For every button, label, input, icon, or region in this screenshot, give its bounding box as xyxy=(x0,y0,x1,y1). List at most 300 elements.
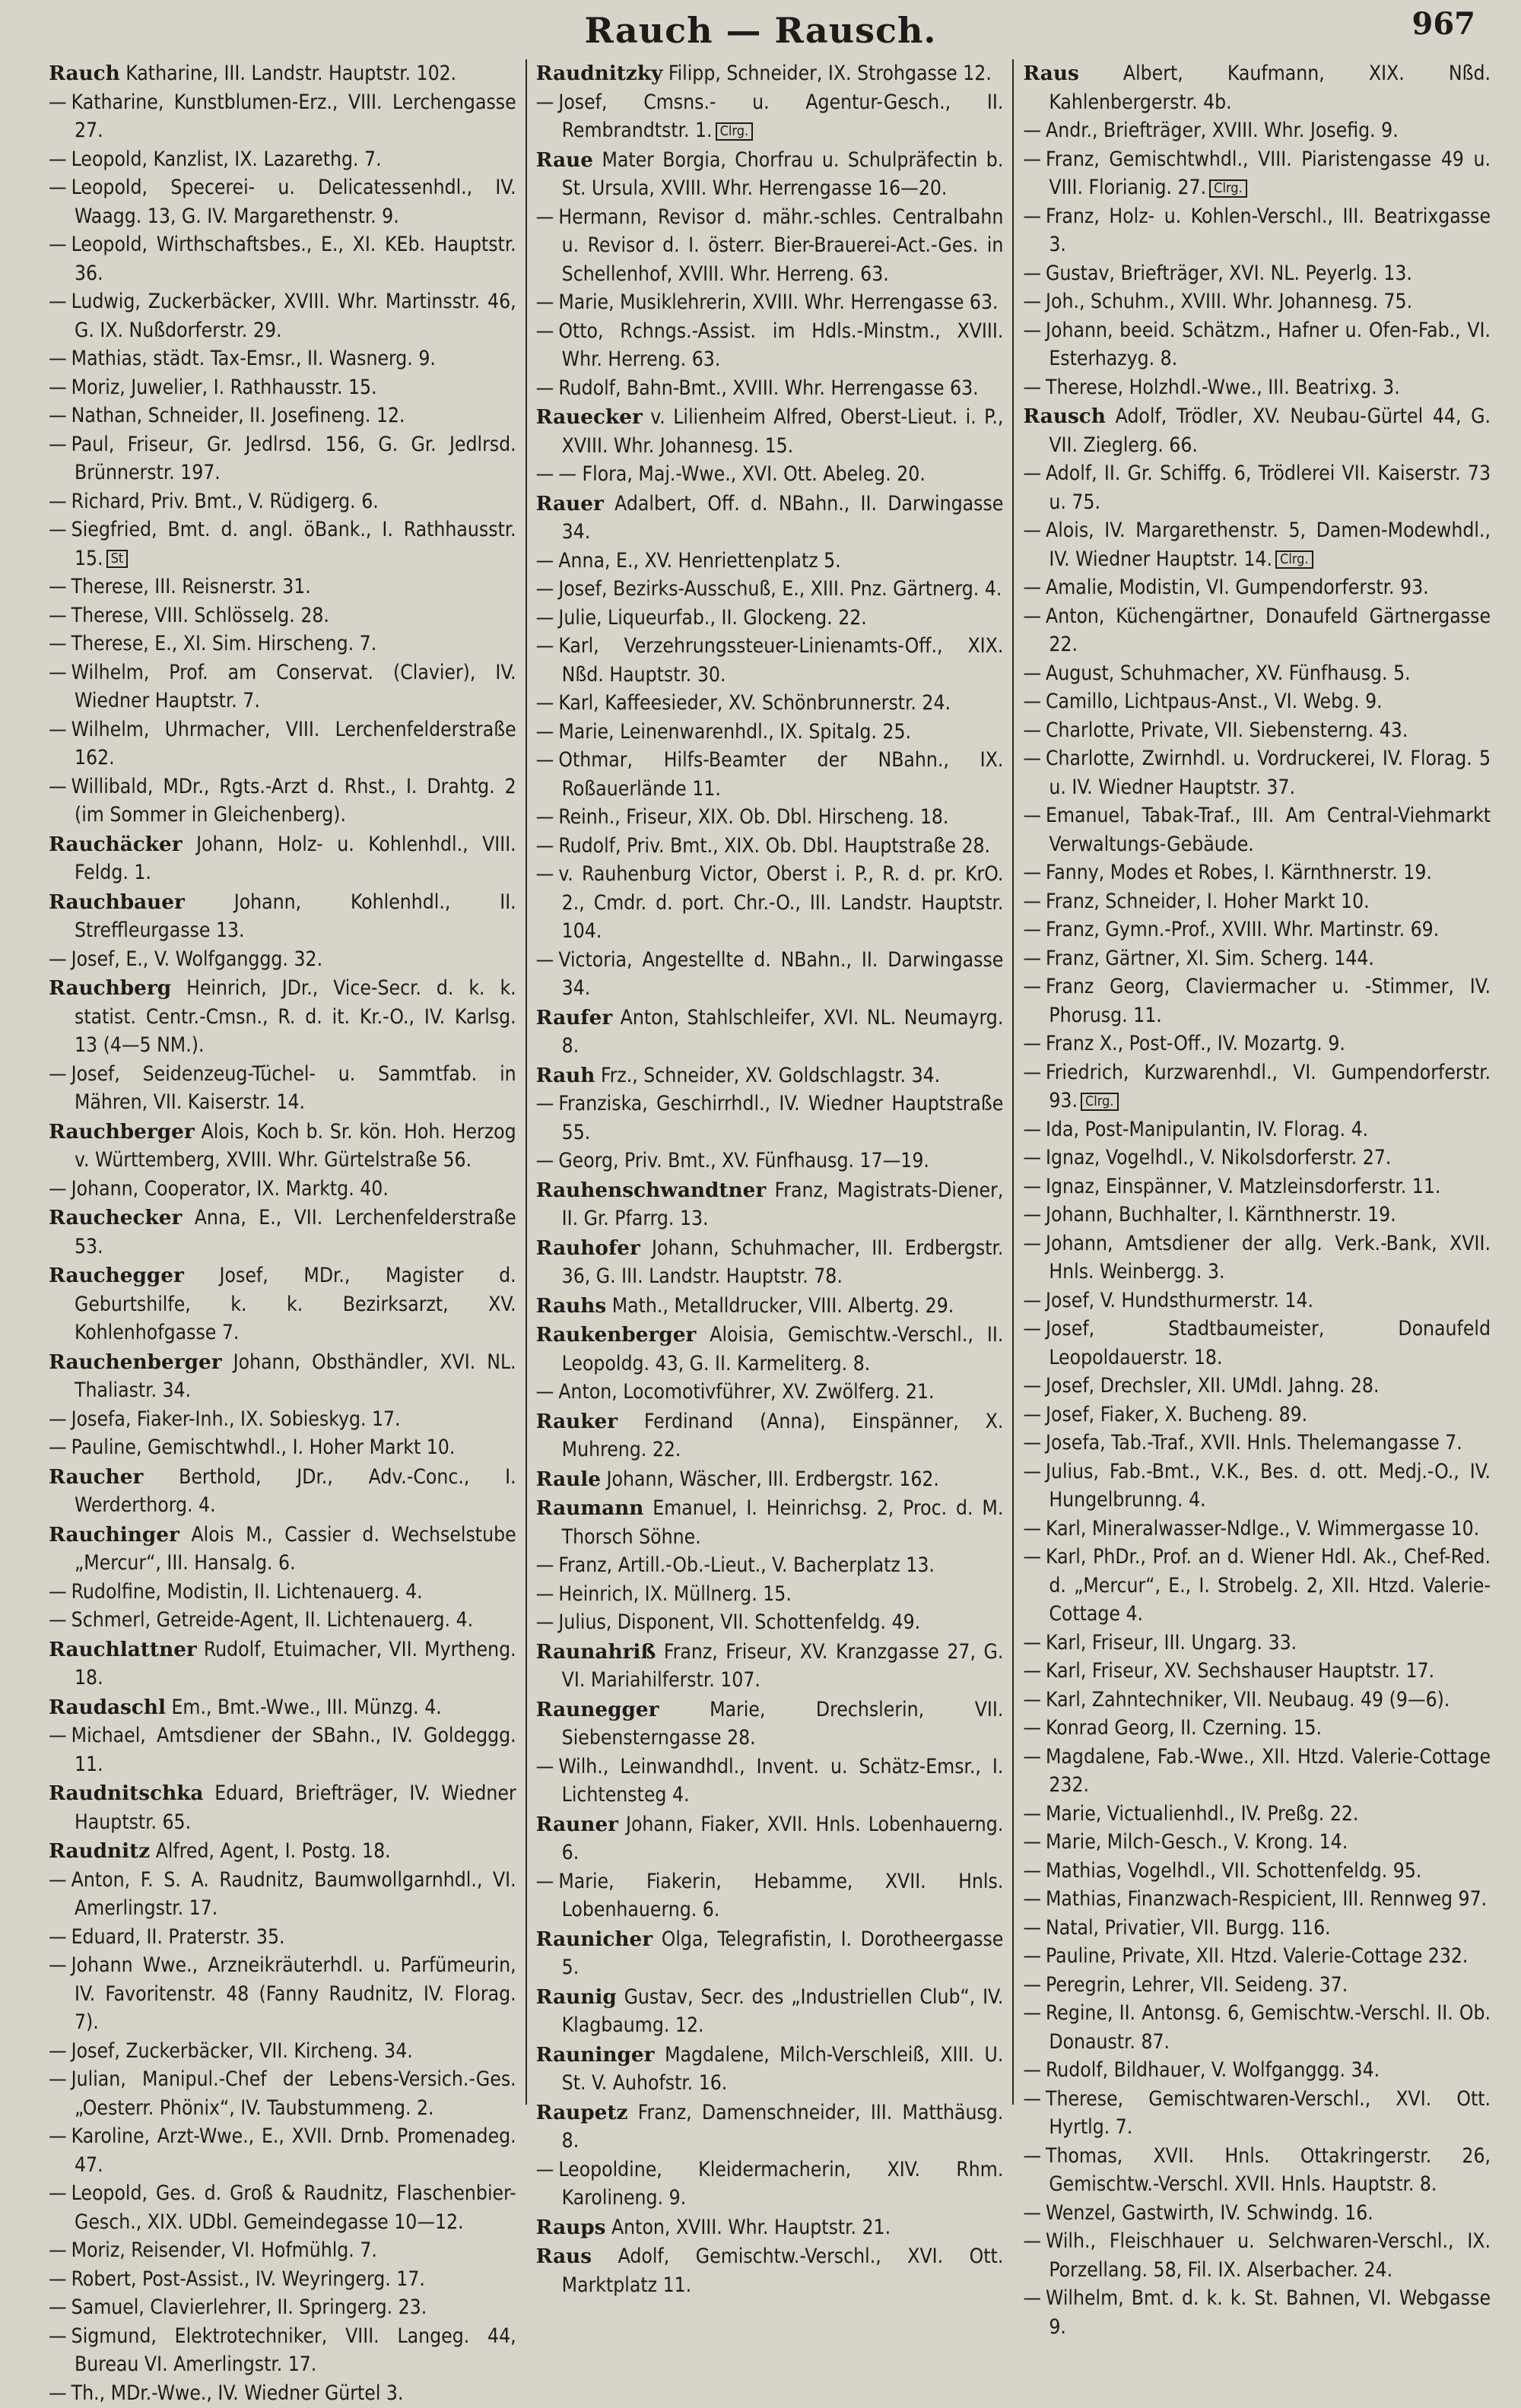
entry-text: Camillo, Lichtpaus-Anst., VI. Webg. 9. xyxy=(1046,690,1383,713)
entry-text: Mathias, Vogelhdl., VII. Schottenfeldg. 95. xyxy=(1046,1860,1421,1883)
entry-surname: Raudnitzky xyxy=(536,62,663,85)
entry-surname: Rauchäcker xyxy=(49,833,183,856)
directory-entry xyxy=(536,947,1004,1004)
entry-text: Johann, Cooperator, IX. Marktg. 40. xyxy=(71,1178,389,1201)
entry-text: Olga, Telegrafistin, I. Dorotheergasse 5. xyxy=(562,1928,1004,1980)
directory-entry xyxy=(536,1609,1004,1638)
ditto-dash: — xyxy=(1023,1175,1041,1198)
entry-text: Julius, Disponent, VII. Schottenfeldg. 49. xyxy=(558,1611,920,1634)
directory-entry xyxy=(49,1837,516,1867)
entry-text: Alois M., Cassier d. Wechselstube „Mercur“, III. Hansalg. 6. xyxy=(75,1524,516,1575)
entry-text: Franz, Schneider, I. Hoher Markt 10. xyxy=(1046,890,1370,913)
entry-text: Konrad Georg, II. Czerning. 15. xyxy=(1046,1717,1322,1740)
directory-entry xyxy=(49,1607,516,1635)
directory-entry xyxy=(1023,1743,1491,1800)
entry-text: Johann, Kohlenhdl., II. Streffleurgasse 13. xyxy=(75,891,516,943)
entry-text: Marie, Musiklehrerin, XVIII. Whr. Herrengasse 63. xyxy=(558,291,998,314)
entry-text: Wilhelm, Bmt. d. k. k. St. Bahnen, VI. Webgasse 9. xyxy=(1046,2287,1491,2339)
ditto-dash: — xyxy=(49,1609,67,1632)
entry-text: Josef, Bezirks-Ausschuß, E., XIII. Pnz. Gärtnerg. 4. xyxy=(558,578,1002,601)
ditto-dash: — xyxy=(1023,1518,1041,1540)
directory-entry xyxy=(1023,1658,1491,1686)
directory-entry xyxy=(536,289,1004,318)
entry-text: Mater Borgia, Chorfrau u. Schulpräfectin b. St. Ursula, XVIII. Whr. Herrengasse 16—20. xyxy=(562,149,1004,201)
directory-entry xyxy=(1023,888,1491,917)
directory-entry xyxy=(1023,1201,1491,1230)
ditto-dash: — xyxy=(49,948,67,971)
directory-entry xyxy=(536,59,1004,89)
entry-text: Josef, Cmsns.- u. Agentur-Gesch., II. Rembrandtstr. 1. xyxy=(558,91,1003,143)
directory-entry xyxy=(536,146,1004,204)
entry-text: Franz, Gymn.-Prof., XVIII. Whr. Martinstr. 69. xyxy=(1046,918,1439,941)
ditto-dash: — xyxy=(1023,662,1041,685)
ditto-dash: — xyxy=(49,604,67,627)
entry-text: Rudolf, Bahn-Bmt., XVIII. Whr. Herrengasse 63. xyxy=(558,377,978,400)
entry-text: Therese, Gemischtwaren-Verschl., XVI. Ott. Hyrtlg. 7. xyxy=(1046,2088,1491,2140)
entry-text: Anna, E., VII. Lerchenfelderstraße 53. xyxy=(75,1207,516,1258)
entry-surname: Raucher xyxy=(49,1465,143,1489)
ditto-dash: — xyxy=(1023,1546,1041,1569)
ditto-dash: — xyxy=(1023,2287,1041,2310)
entry-text: Johann, Fiaker, XVII. Hnls. Lobenhauerng. 6. xyxy=(562,1813,1004,1865)
entry-text: Karl, Zahntechniker, VII. Neubaug. 49 (9—6). xyxy=(1046,1689,1450,1712)
ditto-dash: — xyxy=(536,2159,554,2181)
directory-entry xyxy=(1023,916,1491,945)
entry-text: Regine, II. Antonsg. 6, Gemischtw.-Verschl. II. Ob. Donaustr. 87. xyxy=(1046,2002,1491,2054)
directory-entry xyxy=(536,1378,1004,1407)
entry-text: Moriz, Juwelier, I. Rathhausstr. 15. xyxy=(71,376,377,399)
ditto-dash: — xyxy=(1023,1831,1041,1854)
entry-text: August, Schuhmacher, XV. Fünfhausg. 5. xyxy=(1046,662,1411,685)
ditto-dash: — xyxy=(1023,1660,1041,1683)
ditto-dash: — xyxy=(1023,2088,1041,2111)
directory-entry xyxy=(49,2180,516,2237)
directory-entry xyxy=(1023,1315,1491,1372)
directory-entry xyxy=(49,1261,516,1348)
directory-entry xyxy=(49,374,516,403)
entry-text: Eduard, Briefträger, IV. Wiedner Hauptstr. 65. xyxy=(75,1782,516,1834)
directory-entry xyxy=(1023,1515,1491,1544)
ditto-dash: — xyxy=(1023,1860,1041,1883)
entry-text: Georg, Priv. Bmt., XV. Fünfhausg. 17—19. xyxy=(558,1150,929,1172)
entry-text: Karl, Friseur, III. Ungarg. 33. xyxy=(1046,1632,1297,1655)
entry-text: Johann, Wäscher, III. Erdbergstr. 162. xyxy=(607,1468,939,1491)
ditto-dash: — xyxy=(536,291,554,314)
entry-text: v. Rauhenburg Victor, Oberst i. P., R. d. pr. KrO. 2., Cmdr. d. port. Chr.-O., III. Landstr. Hauptstr. 104. xyxy=(558,863,1003,943)
entry-text: Johann Wwe., Arzneikräuterhdl. u. Parfümeurin, IV. Favoritenstr. 48 (Fanny Raudnitz, IV. Florag. 7). xyxy=(71,1954,516,2034)
entry-surname: Rausch xyxy=(1023,405,1106,428)
entry-text: Marie, Leinenwarenhdl., IX. Spitalg. 25. xyxy=(558,721,911,744)
ditto-dash: — xyxy=(536,463,554,486)
entry-text: Gustav, Secr. des „Industriellen Club“, IV. Klagbaumg. 12. xyxy=(562,1986,1004,2038)
ditto-dash: — xyxy=(536,1554,554,1577)
directory-entry xyxy=(49,773,516,830)
entry-surname: Raus xyxy=(536,2245,592,2268)
directory-entry xyxy=(1023,574,1491,603)
directory-entry xyxy=(536,1176,1004,1234)
entry-text: Franz, Artill.-Ob.-Lieut., V. Bacherplatz 13. xyxy=(558,1554,935,1577)
entry-text: Rudolfine, Modistin, II. Lichtenauerg. 4. xyxy=(71,1581,423,1604)
entry-surname: Raunegger xyxy=(536,1698,659,1721)
ditto-dash: — xyxy=(49,233,67,256)
directory-entry xyxy=(536,2213,1004,2243)
entry-text: Leopold, Kanzlist, IX. Lazarethg. 7. xyxy=(71,148,382,171)
ditto-dash: — xyxy=(536,320,554,343)
entry-surname: Raukenberger xyxy=(536,1323,697,1347)
ditto-dash: — xyxy=(49,2296,67,2319)
ditto-dash: — xyxy=(536,377,554,400)
entry-text: Rudolf, Bildhauer, V. Wolfganggg. 34. xyxy=(1046,2059,1380,2082)
directory-entry xyxy=(1023,1287,1491,1316)
ditto-dash: — xyxy=(1023,804,1041,827)
entry-text: Thomas, XVII. Hnls. Ottakringerstr. 26, Gemischtw.-Verschl. XVII. Hnls. Hauptstr. 8. xyxy=(1046,2145,1491,2197)
entry-text: Josef, Seidenzeug-Tüchel- u. Sammtfab. in Mähren, VII. Kaiserstr. 14. xyxy=(71,1063,516,1115)
entry-text: Leopold, Specerei- u. Delicatessenhdl., IV. Waagg. 13, G. IV. Margarethenstr. 9. xyxy=(71,176,516,228)
entry-text: Franz, Gärtner, XI. Sim. Scherg. 144. xyxy=(1046,947,1374,970)
entry-text: Marie, Victualienhdl., IV. Preßg. 22. xyxy=(1046,1803,1358,1826)
directory-entry xyxy=(536,1090,1004,1147)
entry-text: Ignaz, Einspänner, V. Matzleinsdorferstr. 11. xyxy=(1046,1175,1440,1198)
directory-entry xyxy=(536,1407,1004,1465)
ditto-dash: — xyxy=(49,148,67,171)
entry-text: Peregrin, Lehrer, VII. Seideng. 37. xyxy=(1046,1974,1348,1997)
directory-entry xyxy=(49,174,516,231)
ditto-dash: — xyxy=(1023,1717,1041,1740)
entry-surname: Rauch xyxy=(49,62,120,85)
entry-text: Natal, Privatier, VII. Burgg. 116. xyxy=(1046,1917,1331,1940)
entry-badge: Clrg. xyxy=(716,122,754,141)
ditto-dash: — xyxy=(1023,918,1041,941)
entry-text: Othmar, Hilfs-Beamter der NBahn., IX. Roßauerlände 11. xyxy=(558,749,1003,801)
entry-text: Therese, Holzhdl.-Wwe., III. Beatrixg. 3. xyxy=(1046,376,1400,399)
directory-entry xyxy=(49,573,516,602)
entry-text: Samuel, Clavierlehrer, II. Springerg. 23. xyxy=(71,2296,427,2319)
directory-entry xyxy=(49,89,516,146)
ditto-dash: — xyxy=(1023,690,1041,713)
column-middle xyxy=(527,59,1013,2143)
directory-entry xyxy=(536,1004,1004,1061)
ditto-dash: — xyxy=(1023,1803,1041,1826)
directory-entry xyxy=(1023,945,1491,974)
directory-entry xyxy=(536,833,1004,861)
entry-surname: Raunig xyxy=(536,1985,617,2009)
ditto-dash: — xyxy=(49,1436,67,1459)
ditto-dash: — xyxy=(1023,576,1041,599)
ditto-dash: — xyxy=(1023,1461,1041,1483)
entry-text: Anton, Locomotivführer, XV. Zwölferg. 21. xyxy=(558,1381,934,1404)
entry-surname: Raumann xyxy=(536,1496,644,1520)
ditto-dash: — xyxy=(49,490,67,513)
entry-text: Eduard, II. Praterstr. 35. xyxy=(71,1926,285,1949)
ditto-dash: — xyxy=(49,405,67,427)
entry-surname: Rauner xyxy=(536,1813,618,1836)
entry-text: Marie, Milch-Gesch., V. Krong. 14. xyxy=(1046,1831,1348,1854)
entry-text: Adalbert, Off. d. NBahn., II. Darwingasse 34. xyxy=(562,493,1004,544)
entry-text: Leopold, Ges. d. Groß & Raudnitz, Flaschenbier-Gesch., XIX. UDbl. Gemeindegasse 10—12. xyxy=(71,2182,516,2234)
entry-text: Marie, Drechslerin, VII. Siebensterngasse 28. xyxy=(562,1699,1004,1750)
entry-text: Karl, Verzehrungssteuer-Linienamts-Off., XIX. Nßd. Hauptstr. 30. xyxy=(558,635,1003,687)
entry-surname: Rauer xyxy=(536,492,604,516)
entry-text: Moriz, Reisender, VI. Hofmühlg. 7. xyxy=(71,2239,377,2262)
entry-text: Franz Georg, Claviermacher u. -Stimmer, IV. Phorusg. 11. xyxy=(1046,976,1491,1027)
entry-surname: Rauchberg xyxy=(49,976,171,1000)
ditto-dash: — xyxy=(1023,1974,1041,1997)
ditto-dash: — xyxy=(1023,2002,1041,2025)
directory-entry xyxy=(1023,2143,1491,2200)
ditto-dash: — xyxy=(1023,2202,1041,2225)
ditto-dash: — xyxy=(1023,2145,1041,2168)
ditto-dash: — xyxy=(536,578,554,601)
entry-text: Franz X., Post-Off., IV. Mozartg. 9. xyxy=(1046,1033,1345,1055)
directory-entry xyxy=(49,1406,516,1435)
entry-text: Victoria, Angestellte d. NBahn., II. Darwingasse 34. xyxy=(558,949,1003,1001)
directory-entry xyxy=(536,2041,1004,2099)
directory-entry xyxy=(49,1779,516,1837)
directory-entry xyxy=(1023,1686,1491,1715)
entry-text: Pauline, Private, XII. Htzd. Valerie-Cottage 232. xyxy=(1046,1945,1468,1968)
entry-text: Johann, Schuhmacher, III. Erdbergstr. 36, G. III. Landstr. Hauptstr. 78. xyxy=(562,1237,1004,1289)
directory-entry xyxy=(49,630,516,659)
directory-entry xyxy=(49,2294,516,2323)
ditto-dash: — xyxy=(1023,1118,1041,1141)
directory-entry xyxy=(49,1867,516,1924)
directory-entry xyxy=(536,403,1004,461)
entry-text: Anna, E., XV. Henriettenplatz 5. xyxy=(558,550,840,573)
ditto-dash: — xyxy=(1023,1204,1041,1226)
entry-text: Josef, MDr., Magister d. Geburtshilfe, k. k. Bezirksarzt, XV. Kohlenhofgasse 7. xyxy=(75,1264,516,1344)
directory-entry xyxy=(1023,2200,1491,2229)
directory-entry xyxy=(536,1868,1004,1925)
ditto-dash: — xyxy=(1023,747,1041,770)
entry-text: Katharine, Kunstblumen-Erz., VIII. Lerchengasse 27. xyxy=(71,91,516,143)
ditto-dash: — xyxy=(49,776,67,798)
ditto-dash: — xyxy=(49,433,67,456)
entry-text: Ludwig, Zuckerbäcker, XVIII. Whr. Martinsstr. 46, G. IX. Nußdorferstr. 29. xyxy=(71,290,516,342)
entry-surname: Raudnitz xyxy=(49,1839,150,1863)
ditto-dash: — xyxy=(49,176,67,199)
directory-entry xyxy=(49,1118,516,1175)
entry-text: Paul, Friseur, Gr. Jedlrsd. 156, G. Gr. Jedlrsd. Brünnerstr. 197. xyxy=(71,433,516,485)
entry-surname: Raue xyxy=(536,148,593,172)
directory-entry xyxy=(536,1581,1004,1610)
directory-entry xyxy=(49,146,516,175)
entry-text: Franziska, Geschirrhdl., IV. Wiedner Hauptstraße 55. xyxy=(558,1093,1003,1144)
directory-entry xyxy=(49,716,516,773)
entry-surname: Rauchegger xyxy=(49,1264,184,1287)
directory-entry xyxy=(536,490,1004,547)
entry-text: Albert, Kaufmann, XIX. Nßd. Kahlenbergerstr. 4b. xyxy=(1049,62,1491,114)
entry-text: Karoline, Arzt-Wwe., E., XVII. Drnb. Promenadeg. 47. xyxy=(71,2125,516,2177)
directory-entry xyxy=(1023,1886,1491,1915)
ditto-dash: — xyxy=(49,1869,67,1892)
entry-text: Anton, Küchengärtner, Donaufeld Gärtnergasse 22. xyxy=(1046,605,1491,657)
ditto-dash: — xyxy=(49,91,67,114)
ditto-dash: — xyxy=(49,1581,67,1604)
ditto-dash: — xyxy=(49,1063,67,1086)
ditto-dash: — xyxy=(49,2239,67,2262)
entry-text: Adolf, II. Gr. Schiffg. 6, Trödlerei VII. Kaiserstr. 73 u. 75. xyxy=(1046,462,1491,514)
ditto-dash: — xyxy=(1023,1746,1041,1769)
ditto-dash: — xyxy=(49,290,67,313)
entry-text: Emanuel, I. Heinrichsg. 2, Proc. d. M. Thorsch Söhne. xyxy=(562,1497,1004,1549)
entry-text: Johann, beeid. Schätzm., Hafner u. Ofen-Fab., VI. Esterhazyg. 8. xyxy=(1046,319,1491,371)
ditto-dash: — xyxy=(536,1381,554,1404)
directory-entry xyxy=(49,888,516,946)
directory-entry xyxy=(1023,2285,1491,2342)
entry-text: Josef, E., V. Wolfganggg. 32. xyxy=(71,948,322,971)
entry-text: Filipp, Schneider, IX. Strohgasse 12. xyxy=(668,62,992,85)
ditto-dash: — xyxy=(1023,1061,1041,1084)
directory-entry xyxy=(49,2323,516,2380)
directory-entry xyxy=(49,1175,516,1204)
directory-entry xyxy=(536,1983,1004,2041)
ditto-dash: — xyxy=(536,949,554,972)
ditto-dash: — xyxy=(536,692,554,715)
directory-entry xyxy=(49,1061,516,1118)
ditto-dash: — xyxy=(536,806,554,829)
entry-text: Mathias, Finanzwach-Respicient, III. Rennweg 97. xyxy=(1046,1888,1487,1911)
directory-entry xyxy=(1023,1116,1491,1145)
directory-entry xyxy=(49,1635,516,1693)
directory-entry xyxy=(1023,59,1491,117)
page-number: 967 xyxy=(1412,6,1476,42)
directory-entry xyxy=(536,1234,1004,1292)
entry-text: Math., Metalldrucker, VIII. Albertg. 29. xyxy=(612,1295,954,1318)
entry-text: Friedrich, Kurzwarenhdl., VI. Gumpendorferstr. 93. xyxy=(1046,1061,1491,1113)
entry-text: Karl, Kaffeesieder, XV. Schönbrunnerstr. 24. xyxy=(558,692,951,715)
entry-text: Johann, Buchhalter, I. Kärnthnerstr. 19. xyxy=(1046,1204,1396,1226)
ditto-dash: — xyxy=(1023,148,1041,171)
directory-entry xyxy=(1023,1629,1491,1658)
entry-text: Rudolf, Etuimacher, VII. Myrtheng. 18. xyxy=(75,1639,516,1690)
entry-surname: Rauhofer xyxy=(536,1236,640,1260)
ditto-dash: — xyxy=(49,719,67,741)
ditto-dash: — xyxy=(536,721,554,744)
entry-text: Wilh., Fleischhauer u. Selchwaren-Verschl., IX. Porzellang. 58, Fil. IX. Alserbacher. 24. xyxy=(1046,2230,1491,2282)
directory-entry xyxy=(1023,317,1491,374)
entry-surname: Rauchberger xyxy=(49,1120,195,1144)
ditto-dash: — xyxy=(1023,976,1041,998)
entry-surname: Rauchinger xyxy=(49,1523,179,1547)
entry-text: Magdalene, Milch-Verschleiß, XIII. U. St. V. Auhofstr. 16. xyxy=(562,2044,1004,2095)
directory-entry xyxy=(536,1552,1004,1581)
entry-surname: Rauchlattner xyxy=(49,1638,197,1661)
directory-entry xyxy=(536,547,1004,576)
entry-text: Alois, Koch b. Sr. kön. Hoh. Herzog v. Württemberg, XVIII. Whr. Gürtelstraße 56. xyxy=(75,1121,516,1172)
entry-text: Julie, Liqueurfab., II. Glockeng. 22. xyxy=(558,607,866,630)
entry-text: Therese, E., XI. Sim. Hirscheng. 7. xyxy=(71,633,377,655)
directory-entry xyxy=(49,1952,516,2038)
directory-entry xyxy=(49,659,516,716)
ditto-dash: — xyxy=(49,2325,67,2348)
directory-entry xyxy=(49,231,516,288)
directory-entry xyxy=(49,1348,516,1406)
entry-text: Willibald, MDr., Rgts.-Arzt d. Rhst., I. Drahtg. 2 (im Sommer in Gleichenberg). xyxy=(71,776,516,827)
entry-text: Adolf, Trödler, XV. Neubau-Gürtel 44, G. VII. Zieglerg. 66. xyxy=(1049,405,1491,457)
entry-text: Richard, Priv. Bmt., V. Rüdigerg. 6. xyxy=(71,490,379,513)
entry-surname: Rauker xyxy=(536,1410,618,1433)
directory-entry xyxy=(536,1061,1004,1091)
ditto-dash: — xyxy=(49,633,67,655)
ditto-dash: — xyxy=(1023,605,1041,628)
entry-text: Karl, Mineralwasser-Ndlge., V. Wimmergasse 10. xyxy=(1046,1518,1479,1540)
directory-entry xyxy=(536,1696,1004,1753)
directory-entry xyxy=(536,1465,1004,1495)
directory-entry xyxy=(1023,1173,1491,1202)
directory-entry xyxy=(49,288,516,345)
ditto-dash: — xyxy=(49,661,67,684)
ditto-dash: — xyxy=(1023,1404,1041,1426)
directory-entry xyxy=(1023,402,1491,460)
ditto-dash: — xyxy=(49,2382,67,2405)
directory-entry xyxy=(536,89,1004,146)
directory-entry xyxy=(1023,1858,1491,1886)
ditto-dash: — xyxy=(536,607,554,630)
directory-entry xyxy=(49,2123,516,2180)
ditto-dash: — xyxy=(1023,947,1041,970)
entry-text: Charlotte, Zwirnhdl. u. Vordruckerei, IV. Florag. 5 u. IV. Wiedner Hauptstr. 37. xyxy=(1046,747,1491,799)
directory-entry xyxy=(1023,603,1491,660)
directory-entry xyxy=(1023,802,1491,859)
directory-columns xyxy=(40,59,1500,2143)
entry-text: Ida, Post-Manipulantin, IV. Florag. 4. xyxy=(1046,1118,1368,1141)
entry-text: Josef, Drechsler, XII. UMdl. Jahng. 28. xyxy=(1046,1375,1379,1398)
directory-entry xyxy=(536,1321,1004,1378)
directory-entry xyxy=(49,2237,516,2266)
entry-text: Wenzel, Gastwirth, IV. Schwindg. 16. xyxy=(1046,2202,1373,2225)
directory-entry xyxy=(536,633,1004,690)
entry-text: Josefa, Tab.-Traf., XVII. Hnls. Thelemangasse 7. xyxy=(1046,1432,1462,1455)
ditto-dash: — xyxy=(1023,890,1041,913)
directory-entry xyxy=(536,719,1004,747)
directory-entry xyxy=(49,830,516,888)
ditto-dash: — xyxy=(536,1583,554,1606)
directory-entry xyxy=(1023,745,1491,802)
entry-surname: Rauchbauer xyxy=(49,890,185,914)
entry-text: Josef, Fiaker, X. Bucheng. 89. xyxy=(1046,1404,1307,1426)
ditto-dash: — xyxy=(49,2125,67,2148)
entry-text: Amalie, Modistin, VI. Gumpendorferstr. 93. xyxy=(1046,576,1429,599)
directory-entry xyxy=(1023,1030,1491,1059)
entry-text: Johann, Amtsdiener der allg. Verk.-Bank, XVII. Hnls. Weinbergg. 3. xyxy=(1046,1233,1491,1284)
directory-entry xyxy=(49,345,516,374)
directory-entry xyxy=(536,1494,1004,1552)
entry-badge: Clrg. xyxy=(1209,179,1247,198)
ditto-dash: — xyxy=(1023,119,1041,142)
directory-entry xyxy=(1023,203,1491,260)
entry-text: Reinh., Friseur, XIX. Ob. Dbl. Hirscheng. 18. xyxy=(558,806,948,829)
entry-text: Wilhelm, Prof. am Conservat. (Clavier), IV. Wiedner Hauptstr. 7. xyxy=(71,661,516,713)
ditto-dash: — xyxy=(49,519,67,541)
directory-entry xyxy=(536,1810,1004,1868)
entry-text: Franz, Friseur, XV. Kranzgasse 27, G. VI. Mariahilferstr. 107. xyxy=(562,1641,1004,1693)
entry-text: Alfred, Agent, I. Postg. 18. xyxy=(156,1840,391,1863)
ditto-dash: — xyxy=(49,1724,67,1747)
ditto-dash: — xyxy=(536,835,554,858)
column-left xyxy=(40,59,526,2143)
directory-entry xyxy=(1023,1829,1491,1858)
entry-text: Schmerl, Getreide-Agent, II. Lichtenauerg. 4. xyxy=(71,1609,473,1632)
directory-entry xyxy=(49,1521,516,1578)
ditto-dash: — xyxy=(49,376,67,399)
running-title: Rauch — Rausch. xyxy=(585,10,937,51)
directory-entry xyxy=(49,1578,516,1607)
entry-surname: Rauhs xyxy=(536,1294,607,1318)
entry-text: Josef, Stadtbaumeister, Donaufeld Leopoldauerstr. 18. xyxy=(1046,1318,1491,1369)
directory-entry xyxy=(1023,1458,1491,1515)
ditto-dash: — xyxy=(536,91,554,114)
entry-surname: Raudaschl xyxy=(49,1696,166,1719)
